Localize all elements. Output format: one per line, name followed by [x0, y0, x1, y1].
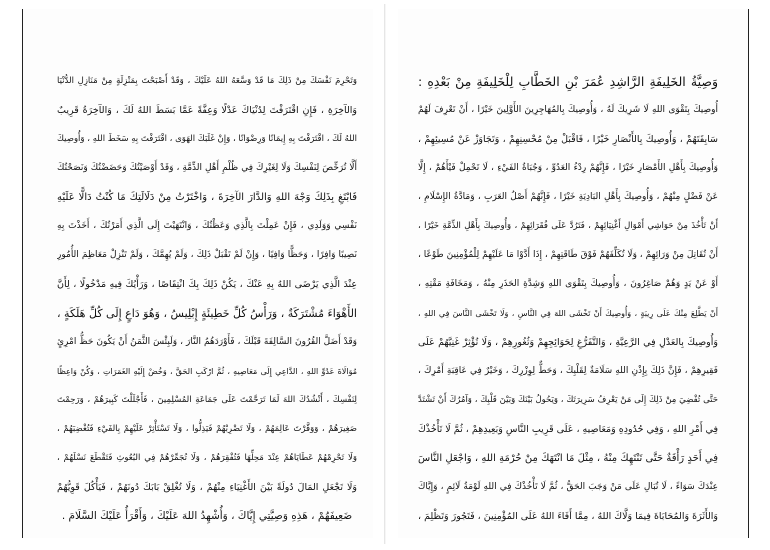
text-line: لِنَفْسِكَ ، أَنْشُدُكَ اللهَ لَمَا تَرَحَّمْتَ عَلَى جَمَاعَةِ المُسْلِمِينَ ، فَأَجْلَلْتَ كَبِيرَهُمْ ، وَرَحِمْتَ	[57, 395, 357, 405]
text-line: وَالآخِرَةِ ، فَإِنِ اقْتَرَفْتَ لِدُنْيَاكَ عَدْلًا وَعِفَّةً عَمَّا بَسَطَ اللهُ لَكَ ، وَالآخِرَةُ قَرِيبٌ	[57, 105, 357, 116]
text-line: وَلَا تَحْرِمْهُمْ عَطَايَاهُمْ عِنْدَ مَحِلِّهَا فَتُفْقِرَهُمْ ، وَلَا تُجَمِّرْهُمْ فِي البُعُوثِ فَتَقْطَعَ نَسْلَهُمْ ،	[57, 453, 357, 463]
text-line: أَوْ عَنْ يَدٍ وَهُمْ صَاغِرُونَ ، وَأُوصِيكَ بِتَقْوَى اللهِ وَشِدَّةِ الحَذَرِ مِنْهُ ، وَمَخَافَةِ مَقْتِهِ ،	[418, 279, 718, 289]
text-line: سَابِقَتَهُمْ ، وَأُوصِيكَ بِالأَنْصَارِ خَيْرًا ، فَاقْبَلْ مِنْ مُحْسِنِهِمْ ، وَتَجَاوَزْ عَنْ مُسِيئِهِمْ ،	[418, 134, 718, 145]
text-line: فَابْتَغِ بِذَلِكَ وَجْهَ اللهِ وَالدَّارَ الآخِرَةَ ، وَاخْتَرْتُ مِنْ دَلَالَتِكَ مَا كُنْتُ دَالًّا عَلَيْهِ	[57, 192, 357, 203]
text-line: أَلَّا تُرَخِّصَ لِنَفْسِكَ وَلَا لِغَيْرِكَ فِي ظُلْمِ أَهْلِ الذِّمَّةِ ، وَقَدْ أَوْصَيْتُكَ وَحَضَضْتُكَ وَنَصَحْتُكَ	[57, 163, 357, 173]
text-line: أَنْ تَأْخُذَ مِنْ حَوَاشِي أَمْوَالِ أَغْنِيَائِهِمْ ، فَتَرُدَّ عَلَى فُقَرَائِهِمْ ، وَأُوصِيكَ بِأَهْلِ الذِّمَّةِ خَيْرًا ،	[418, 221, 718, 231]
text-line: عَنْ فَضْلٍ مِنْهُمْ ، وَأُوصِيكَ بِأَهْلِ البَادِيَةِ خَيْرًا ، فَإِنَّهُمْ أَصْلُ العَرَبِ ، وَمَادَّةُ الإِسْلَامِ ،	[418, 192, 718, 202]
text-line: عِنْدَكَ سَوَاءً ، لَا تُبَالِ عَلَى مَنْ وَجَبَ الحَقُّ ، ثُمَّ لَا تَأْخُذْكَ فِي اللهِ لَوْمَةُ لَائِمٍ ، وَإِيَّاكَ	[418, 482, 718, 492]
text-line: وَتَحْرِمَ نَفْسَكَ مِنْ ذَلِكَ مَا قَدْ وَسَّعَهُ اللهُ عَلَيْكَ ، وَقَدْ أَصْبَحْتَ بِمَنْزِلَةٍ مِنْ مَنَازِلِ الدُّنْيَا	[57, 76, 357, 86]
text-line: مُوَالَاةَ عَدُوِّ اللهِ ، الدَّاعِي إِلَى مَعَاصِيهِ ، ثُمَّ ارْكَبِ الحَقَّ ، وَخُضْ إِلَيْهِ الغَمَرَاتِ ، وَكُنْ وَاعِظًا	[57, 367, 357, 376]
text-line: الأَهْوَاءَ مُشْتَرَكَةٌ ، وَرَأْسُ كُلِّ خَطِيئَةٍ إِبْلِيسُ ، وَهُوَ دَاعٍ إِلَى كُلِّ هَلَكَةٍ ،	[57, 307, 357, 320]
text-line: أَنْ تُقَاتِلَ مِنْ وَرَائِهِمْ ، وَلَا تُكَلِّفَهُمْ فَوْقَ طَاقَتِهِمْ ، إِذَا أَدَّوْا مَا عَلَيْهِمْ لِلْمُؤْمِنِينَ طَوْعًا ،	[418, 250, 718, 260]
right-page	[398, 9, 749, 538]
text-line: وَأُوصِيكَ بِالعَدْلِ فِي الرَّعِيَّةِ ، وَالتَّفَرُّغِ لِحَوَائِجِهِمْ وَثُغُورِهِمْ ، وَلَا تُؤْثِرْ غَنِيَّهُمْ عَلَى	[418, 337, 718, 348]
text-line: فِي أَحَدٍ رَأْفَةٌ حَتَّى تَنْتَهِكَ مِنْهُ ، مِثْلَ مَا انْتَهَكَ مِنْ حُرْمَةِ اللهِ ، وَاجْعَلِ النَّاسَ	[418, 453, 718, 464]
text-line: وَلَا تَجْعَلِ المَالَ دُولَةً بَيْنَ الأَغْنِيَاءِ مِنْهُمْ ، وَلَا تُغْلِقْ بَابَكَ دُونَهُمْ ، فَيَأْكُلَ قَوِيُّهُمْ	[57, 482, 357, 493]
heading-line: وَصِيَّةُ الخَلِيفَةِ الرَّاشِدِ عُمَرَ بْنِ الخَطَّابِ لِلْخَلِيفَةِ مِنْ بَعْدِهِ :	[418, 74, 718, 89]
right-page-text	[418, 67, 718, 531]
text-line: حَتَّى تُفْضِيَ مِنْ ذَلِكَ إِلَى مَنْ يَعْرِفُ سَرِيرَتَكَ ، وَيَحُولُ بَيْنَكَ وَبَيْنَ قَلْبِكَ ، وَآمُرُكَ أَنْ تَشْتَدَّ	[418, 395, 718, 405]
text-line: نَصِيبًا وَافِرًا ، وَحَظًّا وَافِيًا ، وَإِنْ لَمْ تَقْبَلْ ذَلِكَ ، وَلَمْ يُهِمَّكَ ، وَلَمْ تَنْزِلْ مَعَاظِمَ الأُمُورِ	[57, 250, 357, 260]
text-line: وَأُوصِيكَ بِأَهْلِ الأَمْصَارِ خَيْرًا ، فَإِنَّهُمْ رِدْءُ العَدُوِّ ، وَجُبَاةُ الفَيْءِ ، لَا تَحْمِلْ فَيْأَهُمْ ، إِلَّا	[418, 163, 718, 173]
text-line: وَالأَثَرَةَ وَالمُحَابَاةَ فِيمَا وَلَّاكَ اللهُ ، مِمَّا أَفَاءَ اللهُ عَلَى المُؤْمِنِينَ ، فَتَجُورَ وَتَظْلِمَ ،	[418, 511, 718, 522]
text-line: صَغِيرَهُمْ ، وَوَقَّرْتَ عَالِمَهُمْ ، وَلَا تَضْرِبْهُمْ فَيَذِلُّوا ، وَلَا تَسْتَأْثِرْ عَلَيْهِمْ بِالفَيْءِ فَتُغْضِبَهُمْ ،	[57, 424, 357, 434]
left-page	[22, 9, 373, 538]
text-line: فِي أَمْرِ اللهِ ، وَفِي حُدُودِهِ وَمَعَاصِيهِ ، عَلَى قَرِيبِ النَّاسِ وَبَعِيدِهِمْ ، ثُمَّ لَا تَأْخُذْكَ	[418, 424, 718, 435]
text-line: أَنْ يَطَّلِعَ مِنْكَ عَلَى رِيبَةٍ ، وَأُوصِيكَ أَنْ تَخْشَى اللهَ فِي النَّاسِ ، وَلَا تَخْشَى النَّاسَ فِي اللهِ ،	[418, 309, 718, 318]
text-line: وَقَدْ أَضَلَّ القُرُونَ السَّالِفَةَ قَبْلَكَ ، فَأَوْرَدَهُمُ النَّارَ ، وَلَبِئْسَ الثَّمَنُ أَنْ يَكُونَ حَظُّ امْرِئٍ	[57, 337, 357, 347]
text-line: نَفْسِي وَوَلَدِي ، فَإِنْ عَمِلْتَ بِالَّذِي وَعَظْتُكَ ، وَانْتَهَيْتَ إِلَى الَّذِي أَمَرْتُكَ ، أَخَذْتَ بِهِ	[57, 221, 357, 231]
left-page-text	[57, 67, 357, 531]
text-line: فَقِيرِهِمْ ، فَإِنَّ ذَلِكَ بِإِذْنِ اللهِ سَلَامَةٌ لِقَلْبِكَ ، وَحَطٌّ لِوِزْرِكَ ، وَخَيْرٌ فِي عَاقِبَةِ أَمْرِكَ ،	[418, 366, 718, 376]
text-line: اللهُ لَكَ ، اقْتَرَفْتَ بِهِ إِيمَانًا وَرِضْوَانًا ، وَإِنْ غَلَبَكَ الهَوَى ، اقْتَرَفْتَ بِهِ سَخَطَ اللهِ ، وَأُوصِيكَ	[57, 134, 357, 144]
book-gutter	[384, 4, 386, 544]
text-line: عِنْدَ الَّذِي يَرْضَى اللهُ بِهِ عَنْكَ ، يَكُنْ ذَلِكَ بِكَ انْتِقَاصًا ، وَرَأْيُكَ فِيهِ مَدْخُولًا ، لِأَنَّ	[57, 279, 357, 290]
closing-line: ضَعِيفَهُمْ ، هَذِهِ وَصِيَّتِي إِيَّاكَ ، وَأُشْهِدُ اللهَ عَلَيْكَ ، وَأَقْرَأُ عَلَيْكَ السَّلَامَ .	[61, 510, 353, 522]
text-line: أُوصِيكَ بِتَقْوَى اللهِ لَا شَرِيكَ لَهُ ، وَأُوصِيكَ بِالمُهَاجِرِينَ الأَوَّلِينَ خَيْرًا ، أَنْ تَعْرِفَ لَهُمْ	[418, 105, 718, 115]
